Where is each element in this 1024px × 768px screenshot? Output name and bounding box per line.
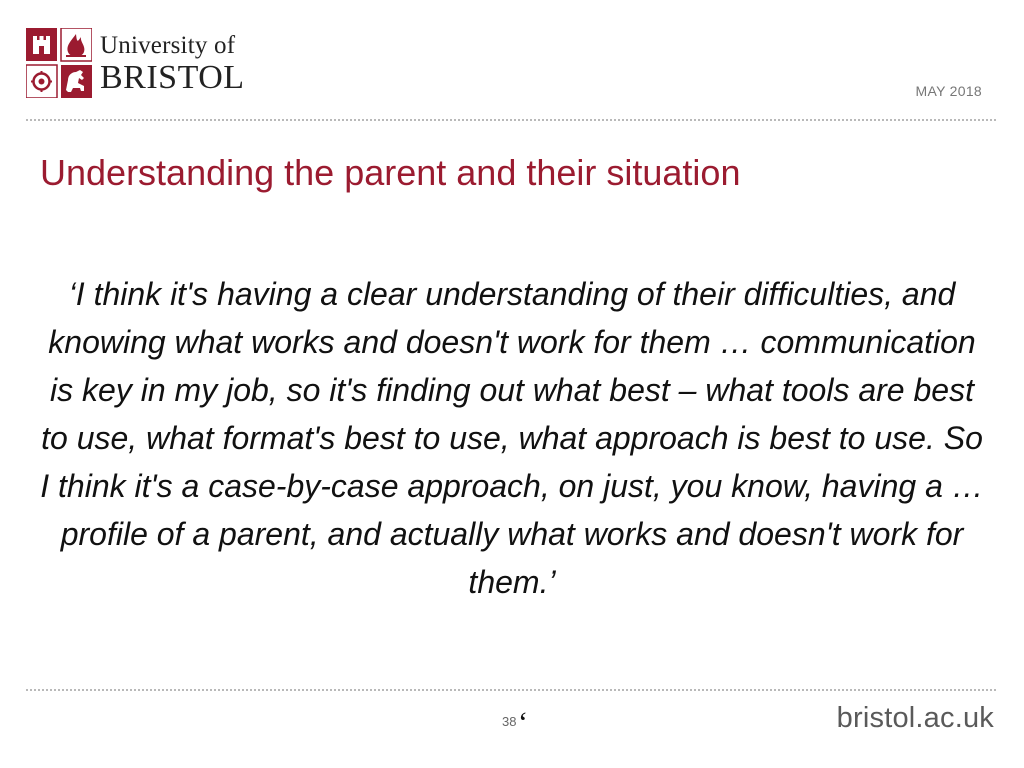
page-number: 38 [502, 714, 517, 729]
slide-date: MAY 2018 [915, 83, 982, 99]
university-logo [26, 28, 256, 100]
slide-title: Understanding the parent and their situation [40, 152, 741, 193]
header-divider [26, 119, 996, 121]
logo-line-university-of: University of [100, 32, 236, 59]
university-crest-icon [26, 28, 92, 98]
footer-divider [26, 689, 996, 691]
footer-url: bristol.ac.uk [836, 702, 994, 734]
stray-quote-mark: ‘ [518, 706, 528, 739]
quote-text: ‘I think it's having a clear understanding of their difficulties, and knowing what works and doesn't work for them … communication is key in my job, so it's finding out what best – what tools are best to use, what format's best to use, what approach is best to use. So I think it's a case-by-case approach, on just, you know, having a … profile of a parent, and actually what works and doesn't work for them.’ [40, 276, 984, 600]
logo-line-bristol: BRISTOL [100, 59, 245, 96]
logo-wordmark [100, 32, 245, 96]
